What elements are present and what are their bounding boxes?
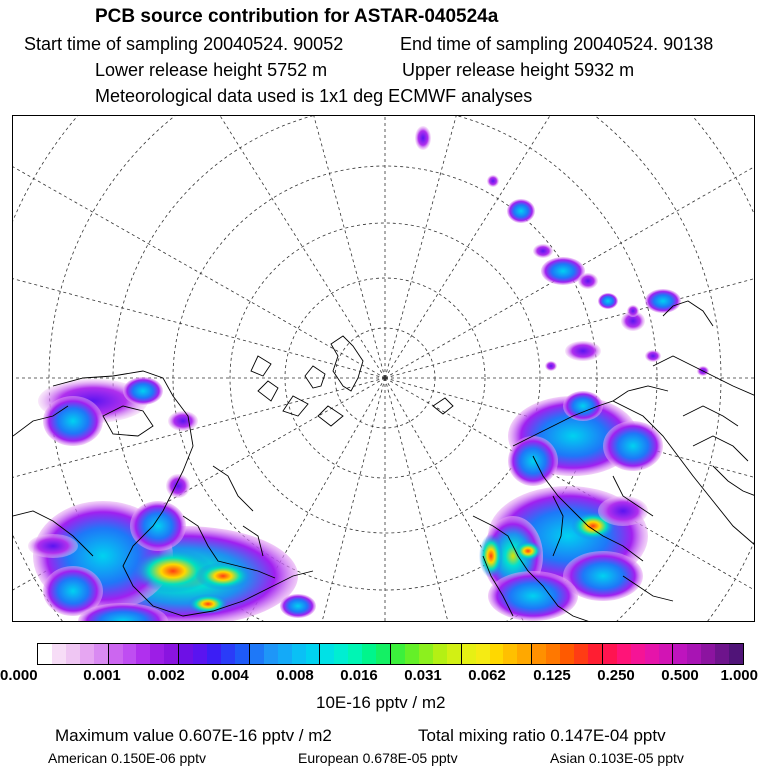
- colorbar-tick: 0.000: [0, 667, 38, 684]
- colorbar-tick: 0.031: [404, 667, 442, 684]
- polar-map: [12, 115, 755, 622]
- colorbar-segment: [66, 644, 80, 664]
- colorbar-tick: 0.125: [533, 667, 571, 684]
- colorbar-tick: 0.004: [211, 667, 249, 684]
- colorbar-segment: [179, 644, 193, 664]
- colorbar-segment: [320, 644, 334, 664]
- colorbar-segment: [235, 644, 250, 664]
- colorbar-segment: [659, 644, 674, 664]
- colorbar-units: 10E-16 pptv / m2: [316, 693, 446, 712]
- european-contribution: European 0.678E-05 pptv: [298, 750, 458, 766]
- colorbar-tick: 1.000: [720, 667, 758, 684]
- total-mixing-label: Total mixing ratio 0.147E-04 pptv: [418, 726, 666, 745]
- map-canvas: [13, 116, 755, 622]
- colorbar-segment: [278, 644, 292, 664]
- colorbar-tick: 0.016: [340, 667, 378, 684]
- colorbar-segment: [574, 644, 588, 664]
- colorbar-segment: [546, 644, 560, 664]
- colorbar-tick: 0.002: [147, 667, 185, 684]
- colorbar-segment: [588, 644, 603, 664]
- end-time-label: End time of sampling 20040524. 90138: [400, 34, 714, 54]
- colorbar-segment: [447, 644, 462, 664]
- start-time-label: Start time of sampling 20040524. 90052: [24, 34, 344, 54]
- colorbar-tick: 0.001: [83, 667, 121, 684]
- colorbar-segment: [645, 644, 659, 664]
- colorbar-segment: [462, 644, 476, 664]
- colorbar-tick: 0.250: [597, 667, 635, 684]
- upper-height-label: Upper release height 5932 m: [402, 60, 635, 80]
- met-data-label: Meteorological data used is 1x1 deg ECMWF analyses: [95, 86, 533, 106]
- lower-height-label: Lower release height 5752 m: [95, 60, 328, 80]
- colorbar-segment: [729, 644, 743, 664]
- colorbar-segment: [150, 644, 164, 664]
- colorbar-segment: [348, 644, 362, 664]
- colorbar-segment: [433, 644, 447, 664]
- concentration-field: [28, 126, 709, 622]
- colorbar-segment: [603, 644, 617, 664]
- colorbar-segment: [617, 644, 631, 664]
- colorbar-segment: [517, 644, 532, 664]
- colorbar-segment: [715, 644, 729, 664]
- colorbar-segment: [560, 644, 574, 664]
- colorbar-segment: [250, 644, 264, 664]
- colorbar-segment: [362, 644, 376, 664]
- colorbar-segment: [419, 644, 433, 664]
- colorbar-segment: [490, 644, 504, 664]
- colorbar-segment: [476, 644, 490, 664]
- map-title: PCB source contribution for ASTAR-040524a: [95, 6, 499, 27]
- colorbar: [37, 643, 744, 665]
- colorbar-segment: [52, 644, 66, 664]
- colorbar-segment: [123, 644, 137, 664]
- colorbar-segment: [80, 644, 94, 664]
- colorbar-segment: [109, 644, 123, 664]
- colorbar-segment: [264, 644, 278, 664]
- colorbar-segment: [376, 644, 391, 664]
- colorbar-segment: [221, 644, 235, 664]
- colorbar-segment: [631, 644, 645, 664]
- max-value-label: Maximum value 0.607E-16 pptv / m2: [55, 726, 332, 745]
- colorbar-segment: [193, 644, 207, 664]
- colorbar-segment: [164, 644, 179, 664]
- colorbar-segment: [38, 644, 52, 664]
- colorbar-segment: [207, 644, 221, 664]
- colorbar-segment: [701, 644, 715, 664]
- colorbar-segment: [391, 644, 405, 664]
- colorbar-segment: [503, 644, 517, 664]
- american-contribution: American 0.150E-06 pptv: [48, 750, 206, 766]
- colorbar-tick: 0.008: [276, 667, 314, 684]
- colorbar-segment: [532, 644, 546, 664]
- asian-contribution: Asian 0.103E-05 pptv: [550, 750, 684, 766]
- colorbar-tick: 0.062: [468, 667, 506, 684]
- colorbar-segment: [687, 644, 701, 664]
- colorbar-tick: 0.500: [661, 667, 699, 684]
- colorbar-segment: [405, 644, 419, 664]
- colorbar-segment: [136, 644, 150, 664]
- colorbar-segment: [306, 644, 321, 664]
- colorbar-segment: [94, 644, 109, 664]
- colorbar-segment: [292, 644, 306, 664]
- colorbar-segment: [673, 644, 687, 664]
- colorbar-segment: [334, 644, 348, 664]
